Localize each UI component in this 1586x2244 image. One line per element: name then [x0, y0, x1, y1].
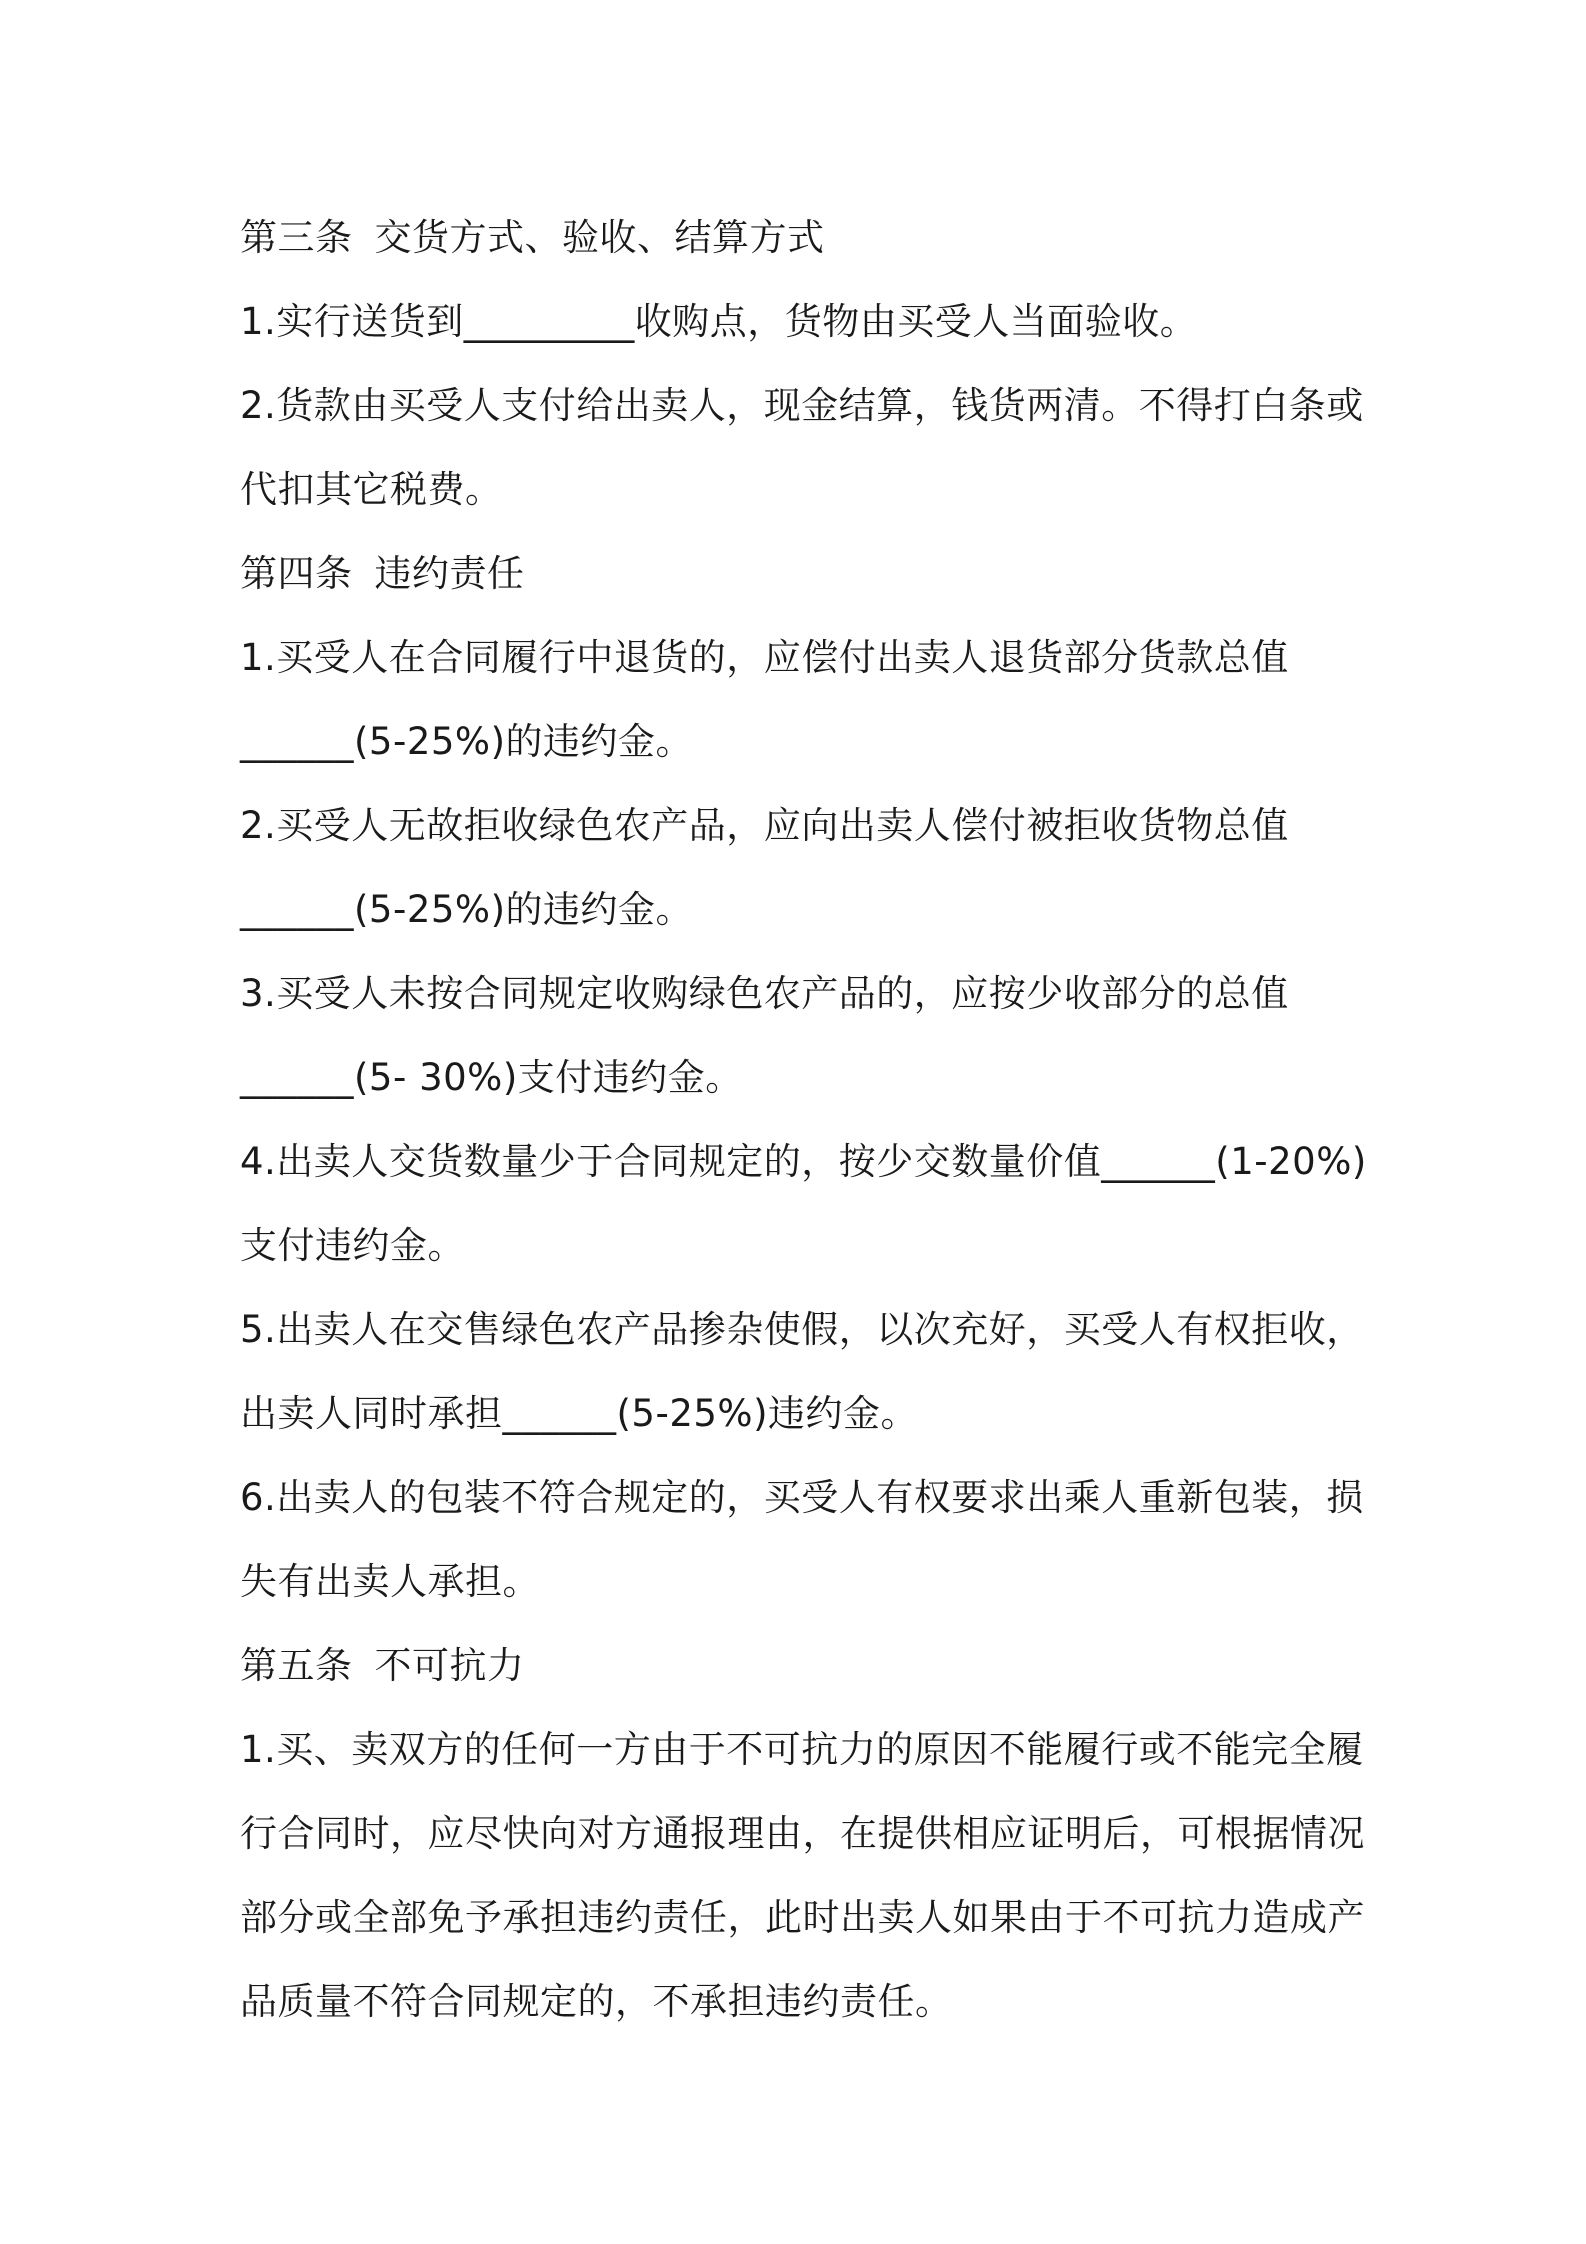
- article-number: 第四条: [240, 552, 353, 595]
- section-heading-article-5: [240, 1624, 1360, 1708]
- paragraph-line: 代扣其它税费。: [240, 468, 503, 511]
- paragraph-line: 5.出卖人在交售绿色农产品掺杂使假，以次充好，买受人有权拒收，: [240, 1308, 1364, 1351]
- paragraph-line: 4.出卖人交货数量少于合同规定的，按少交数量价值______(1-20%): [240, 1140, 1367, 1183]
- article-number: 第五条: [240, 1644, 353, 1687]
- article-title: 违约责任: [374, 552, 525, 595]
- paragraph-line: 6.出卖人的包装不符合规定的，买受人有权要求出乘人重新包装，损: [240, 1476, 1364, 1519]
- article-title: 交货方式、验收、结算方式: [374, 216, 825, 259]
- paragraph-line: ______(5-25%)的违约金。: [240, 720, 693, 763]
- contract-text-block: [240, 196, 1367, 2044]
- paragraph-line: 出卖人同时承担______(5-25%)违约金。: [240, 1392, 918, 1435]
- paragraph-line: 1.实行送货到_________收购点，货物由买受人当面验收。: [240, 300, 1198, 343]
- paragraph-line: 1.买、卖双方的任何一方由于不可抗力的原因不能履行或不能完全履: [240, 1728, 1364, 1771]
- paragraph-line: 失有出卖人承担。: [240, 1560, 540, 1603]
- paragraph-line: 2.买受人无故拒收绿色农产品，应向出卖人偿付被拒收货物总值: [240, 804, 1289, 847]
- paragraph-line: 2.货款由买受人支付给出卖人，现金结算，钱货两清。不得打白条或: [240, 384, 1364, 427]
- article-number: 第三条: [240, 216, 353, 259]
- paragraph-line: 支付违约金。: [240, 1224, 465, 1267]
- paragraph-line: 3.买受人未按合同规定收购绿色农产品的，应按少收部分的总值: [240, 972, 1289, 1015]
- article-title: 不可抗力: [374, 1644, 525, 1687]
- paragraph-line: 行合同时，应尽快向对方通报理由，在提供相应证明后，可根据情况: [240, 1812, 1365, 1855]
- paragraph-line: 部分或全部免予承担违约责任，此时出卖人如果由于不可抗力造成产: [240, 1896, 1365, 1939]
- section-heading-article-4: [240, 532, 1360, 616]
- paragraph-line: ______(5- 30%)支付违约金。: [240, 1056, 743, 1099]
- paragraph-line: 品质量不符合同规定的，不承担违约责任。: [240, 1980, 953, 2023]
- section-heading-article-3: [240, 196, 1360, 280]
- paragraph-line: 1.买受人在合同履行中退货的，应偿付出卖人退货部分货款总值: [240, 636, 1289, 679]
- paragraph-line: ______(5-25%)的违约金。: [240, 888, 693, 931]
